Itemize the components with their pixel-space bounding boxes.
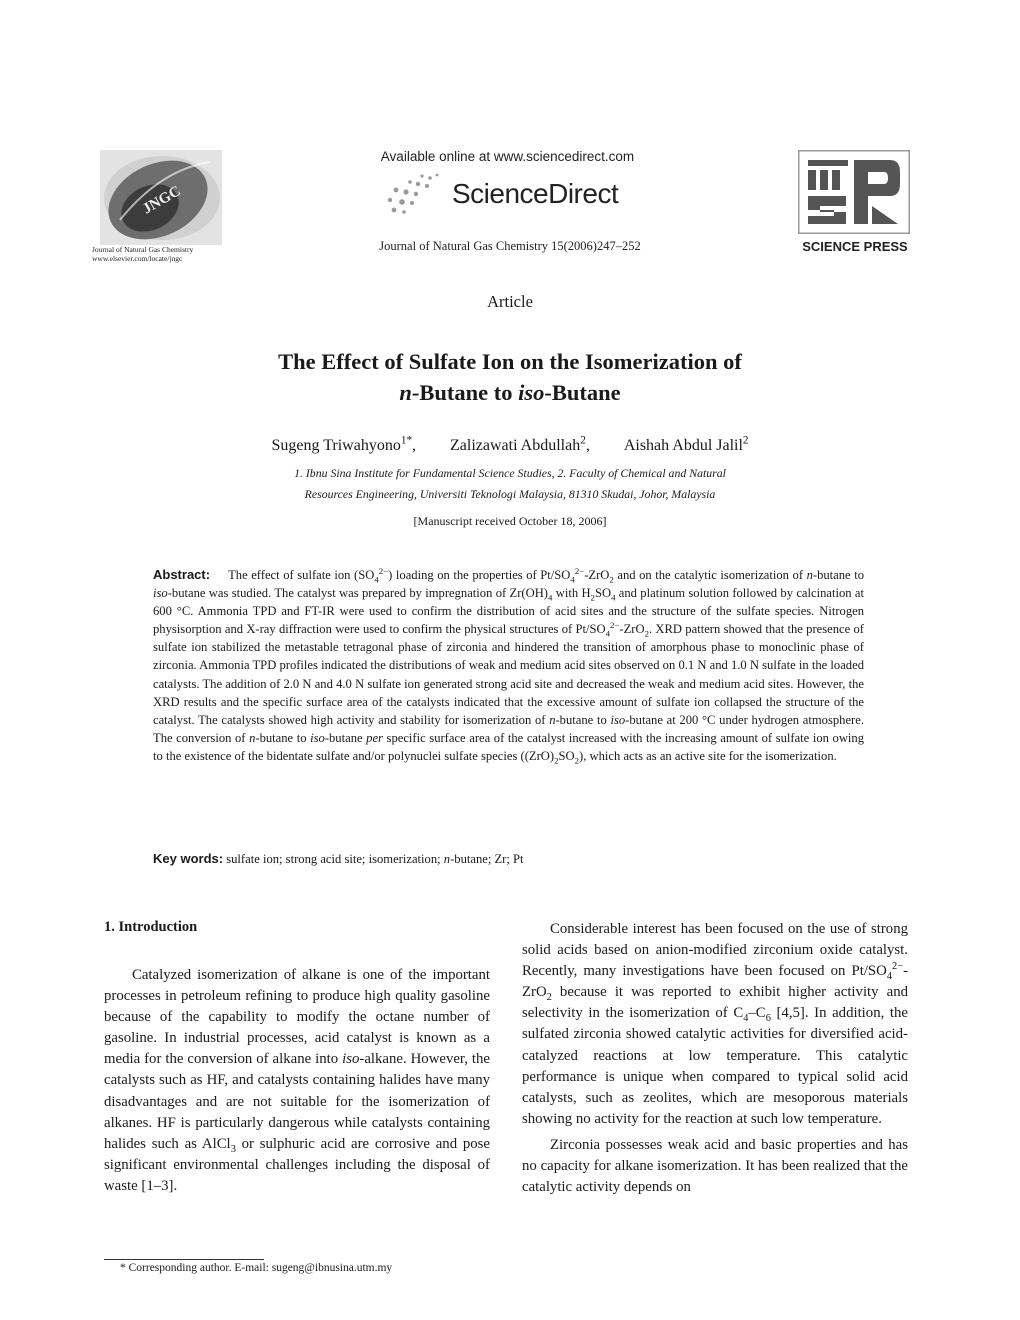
corresponding-author-footnote: * Corresponding author. E-mail: sugeng@ibnusina.utm.my bbox=[120, 1262, 393, 1274]
jngc-journal-caption bbox=[92, 245, 242, 263]
author: Zalizawati Abdullah$^2$, bbox=[450, 434, 590, 454]
footnote-divider bbox=[104, 1259, 264, 1260]
sciencedirect-wordmark: ScienceDirect bbox=[452, 178, 619, 209]
keywords-label: Key words: bbox=[153, 851, 224, 866]
abstract-label: Abstract: bbox=[153, 567, 211, 582]
affiliation-line-1: 1. Ibnu Sina Institute for Fundamental Science Studies, 2. Faculty of Chemical and Natural bbox=[294, 466, 726, 480]
jngc-logo-text: JNGC bbox=[140, 183, 184, 218]
article-title-line-2: n-Butane to iso-Butane bbox=[399, 380, 621, 405]
abstract: Abstract: The effect of sulfate ion $(SO_4^{2-})$ loading on the properties of $Pt/SO_4^{2-}-ZrO_2$ and on the catalytic isomerization of n-butane to iso-butane was studied. The catalyst was prepared by impregnation of $Zr(OH)_4$ with $H_2SO_4$ and platinum solution followed by calcination at 600 °C. Ammonia TPD and FT-IR were used to confirm the distribution of acid sites and the structure of the sulfate species. Nitrogen physisorption and X-ray diffraction were used to confirm the physical structures of $Pt/SO_4^{2-}-ZrO_2$. XRD pattern showed that the presence of sulfate ion stabilized the metastable tetragonal phase of zirconia and hindered the transition of amorphous phase to monoclinic phase of zirconia. Ammonia TPD profiles indicated the distributions of weak and medium acid sites observed on 0.1 N and 1.0 N sulfate in the loaded catalysts. The addition of 2.0 N and 4.0 N sulfate ion generated strong acid site and decreased the weak and medium acid sites. However, the XRD results and the specific surface area of the catalysts indicated that the excessive amount of sulfate ion collapsed the structure of the catalyst. The catalysts showed high activity and stability for isomerization of n-butane to iso-butane at 200 °C under hydrogen atmosphere. The conversion of n-butane to iso-butane per specific surface area of the catalyst increased with the increasing amount of sulfate ion owing to the existence of the bidentate sulfate and/or polynuclei sulfate species $((ZrO)_2SO_2)$, which acts as an active site for the isomerization. bbox=[153, 565, 865, 766]
paragraph: Considerable interest has been focused on the use of strong solid acids based on anion-modified zirconium oxide catalyst. Recently, many investigations have been focused on $Pt/SO_4^{2-}-ZrO_2$ because it was reported to exhibit higher activity and selectivity in the isomerization of $C_4-C_6$ [4,5]. In addition, the sulfated zirconia showed catalytic activities for diversified acid-catalyzed reactions at low temperature. This catalytic performance is unique when compared to typical solid acid catalysts, such as zeolites, which are mesoporous materials showing no activity for the reaction at such low temperature. bbox=[522, 921, 908, 1127]
science-press-name: SCIENCE PRESS bbox=[802, 239, 908, 254]
jngc-logo bbox=[100, 150, 222, 245]
paragraph: Zirconia possesses weak acid and basic properties and has no capacity for alkane isomerization. It has been realized that the catalytic activity depends on bbox=[522, 1136, 908, 1196]
available-online-text[interactable]: Available online at www.sciencedirect.com bbox=[380, 149, 635, 164]
article-type: Article bbox=[487, 292, 533, 311]
paragraph: Catalyzed isomerization of alkane is one of the important processes in petroleum refining to produce high quality gasoline because of the capability to modify the octane number of gasoline. In industrial processes, acid catalyst is known as a media for the conversion of alkane into iso-alkane. However, the catalysts such as HF, and catalysts containing halides have many disadvantages and are not suitable for the isomerization of alkanes. HF is particularly dangerous while catalysts containing halides such as AlCl$_3$ or sulphuric acid are corrosive and pose significant environmental challenges including the disposal of waste [1–3]. bbox=[104, 967, 491, 1194]
manuscript-received: [Manuscript received October 18, 2006] bbox=[413, 514, 607, 528]
jngc-journal-name: Journal of Natural Gas Chemistry bbox=[92, 245, 194, 254]
author: Sugeng Triwahyono$^{1*}$, bbox=[271, 434, 417, 454]
article-title-line-1: The Effect of Sulfate Ion on the Isomerization of bbox=[278, 349, 742, 374]
affiliation-line-2: Resources Engineering, Universiti Teknologi Malaysia, 81310 Skudai, Johor, Malaysia bbox=[304, 487, 716, 501]
science-press-logo bbox=[798, 150, 910, 234]
author: Aishah Abdul Jalil$^2$ bbox=[623, 434, 749, 454]
body-column-right bbox=[522, 919, 908, 1198]
sciencedirect-dots-icon bbox=[382, 172, 442, 216]
jngc-url[interactable]: www.elsevier.com/locate/jngc bbox=[92, 254, 183, 263]
body-column-left bbox=[104, 965, 490, 1197]
journal-citation: Journal of Natural Gas Chemistry 15(2006)247–252 bbox=[379, 239, 641, 253]
section-heading-introduction: 1. Introduction bbox=[104, 919, 198, 935]
keywords: Key words: sulfate ion; strong acid site; isomerization; n-butane; Zr; Pt bbox=[153, 851, 524, 866]
author-list bbox=[0, 434, 1020, 455]
